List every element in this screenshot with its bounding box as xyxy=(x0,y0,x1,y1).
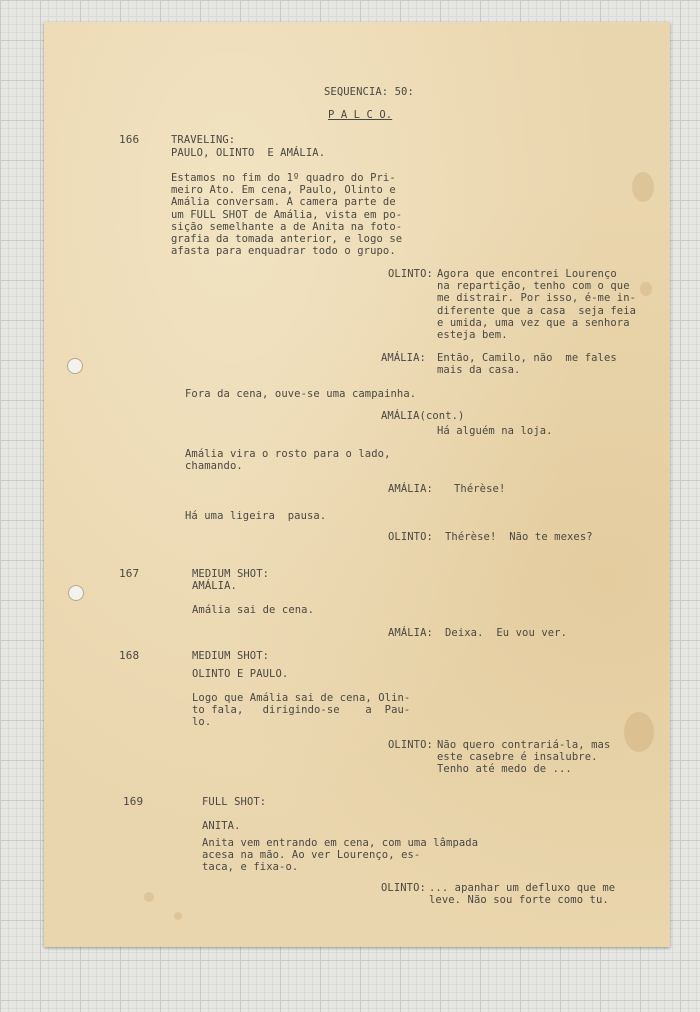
scene-number: 168 xyxy=(119,649,140,662)
dialogue-line: Agora que encontrei Lourenço na repartição, tenho com o que me distrair. Por isso, é-me in- diferente que a casa seja feia e umida, uma vez que a senhora esteja bem. xyxy=(437,268,637,342)
punch-hole-top xyxy=(67,358,83,374)
dialogue-line: Não quero contrariá-la, mas este casebre é insalubre. Tenho até medo de ... xyxy=(437,739,611,776)
action-text: Amália sai de cena. xyxy=(192,604,315,616)
shot-subjects: PAULO, OLINTO E AMÁLIA. xyxy=(171,147,326,159)
speaker-name: AMÁLIA: xyxy=(381,352,426,364)
shot-type: MEDIUM SHOT: xyxy=(192,650,270,662)
dialogue-line: Então, Camilo, não me fales mais da casa. xyxy=(437,352,617,377)
location-heading: P A L C O. xyxy=(328,109,393,121)
speaker-name: AMÁLIA: xyxy=(388,483,433,495)
dialogue-line: Há alguém na loja. xyxy=(437,425,553,437)
speaker-name: OLINTO: xyxy=(388,531,433,543)
shot-subjects: OLINTO E PAULO. xyxy=(192,668,289,680)
speaker-name: OLINTO: xyxy=(381,882,426,894)
shot-type: MEDIUM SHOT: xyxy=(192,568,270,580)
scene-number: 166 xyxy=(119,133,140,146)
shot-type: FULL SHOT: xyxy=(202,796,267,808)
speaker-name: AMÁLIA: xyxy=(388,627,433,639)
action-text: Amália vira o rosto para o lado, chamando. xyxy=(185,448,391,473)
speaker-name: AMÁLIA(cont.) xyxy=(381,410,465,422)
action-text: Fora da cena, ouve-se uma campainha. xyxy=(185,388,417,400)
dialogue-line: Thérèse! xyxy=(454,483,506,495)
shot-subjects: AMÁLIA. xyxy=(192,580,237,592)
dialogue-line: ... apanhar um defluxo que me leve. Não sou forte como tu. xyxy=(429,882,616,907)
action-text: Anita vem entrando em cena, com uma lâmpada acesa na mão. Ao ver Lourenço, es- taca, e fixa-o. xyxy=(202,837,479,874)
action-text: Logo que Amália sai de cena, Olin- to fala, dirigindo-se a Pau- lo. xyxy=(192,692,411,729)
punch-hole-bottom xyxy=(68,585,84,601)
action-text: Estamos no fim do 1º quadro do Pri- meiro Ato. Em cena, Paulo, Olinto e Amália conversam. A camera parte de um FULL SHOT de Amália, vista em po- sição semelhante a de Anita na foto- grafia da tomada anterior, e logo se afasta para enquadrar todo o grupo. xyxy=(171,172,403,258)
speaker-name: OLINTO: xyxy=(388,739,433,751)
shot-type: TRAVELING: xyxy=(171,134,236,146)
action-text: Há uma ligeira pausa. xyxy=(185,510,327,522)
script-page xyxy=(44,22,670,947)
sequence-heading: SEQUENCIA: 50: xyxy=(324,86,414,98)
speaker-name: OLINTO: xyxy=(388,268,433,280)
dialogue-line: Deixa. Eu vou ver. xyxy=(445,627,568,639)
scene-number: 169 xyxy=(123,795,144,808)
dialogue-line: Thérèse! Não te mexes? xyxy=(445,531,593,543)
scene-number: 167 xyxy=(119,567,140,580)
shot-subjects: ANITA. xyxy=(202,820,241,832)
